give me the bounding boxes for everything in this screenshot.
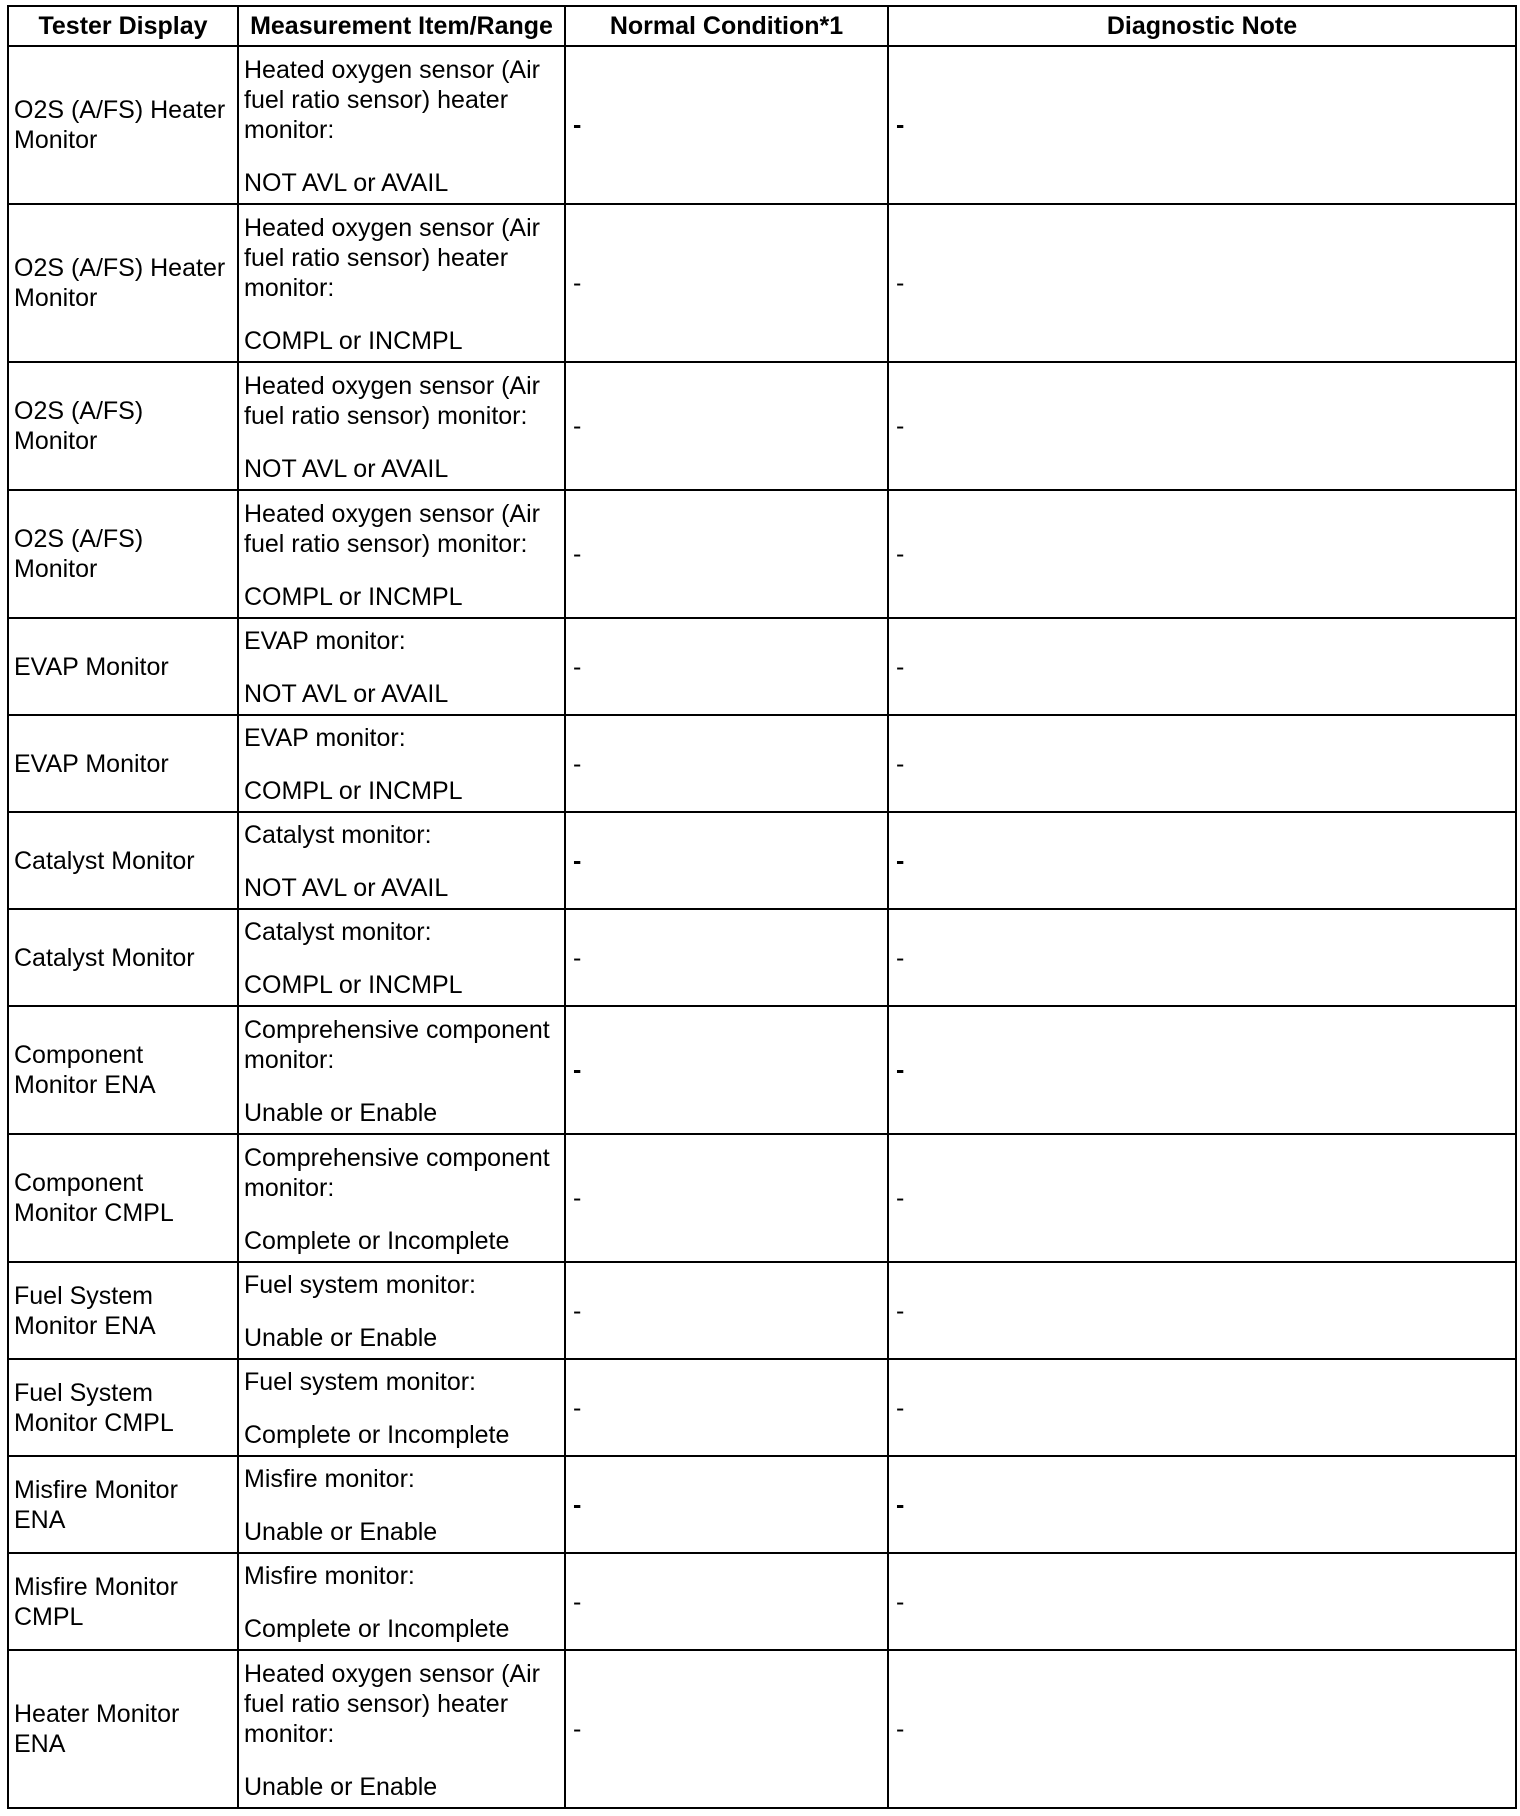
normal-condition-cell — [565, 1134, 888, 1262]
monitor-status-table — [7, 5, 1517, 1809]
normal-condition-cell — [565, 1650, 888, 1808]
normal-condition-text: - — [573, 1587, 582, 1616]
measurement-item-cell — [238, 1262, 565, 1359]
diagnostic-note-cell — [888, 1134, 1516, 1262]
normal-condition-cell — [565, 490, 888, 618]
tester-display-text: O2S (A/FS) Monitor — [14, 525, 144, 583]
tester-display-text: EVAP Monitor — [14, 749, 169, 778]
normal-condition-text: - — [573, 1490, 582, 1519]
tester-display-cell — [8, 812, 238, 909]
diagnostic-note-text: - — [896, 412, 905, 440]
tester-display-text: EVAP Monitor — [14, 652, 169, 681]
measurement-range-text: Unable or Enable — [244, 1098, 438, 1127]
measurement-range-text: COMPL or INCMPL — [244, 971, 463, 999]
normal-condition-text: - — [573, 652, 582, 681]
measurement-item-cell — [238, 618, 565, 715]
normal-condition-cell — [565, 46, 888, 204]
diagnostic-note-cell — [888, 618, 1516, 715]
tester-display-cell — [8, 46, 238, 204]
measurement-item-cell — [238, 1456, 565, 1553]
tester-display-cell — [8, 909, 238, 1006]
table-row — [8, 1006, 1516, 1134]
measurement-item-cell — [238, 1134, 565, 1262]
table-row — [8, 1359, 1516, 1456]
table-row — [8, 909, 1516, 1006]
table-row — [8, 204, 1516, 362]
normal-condition-text: - — [573, 1296, 582, 1325]
diagnostic-note-cell — [888, 1262, 1516, 1359]
measurement-item-cell — [238, 1553, 565, 1650]
normal-condition-text: - — [573, 749, 582, 778]
measurement-range-text: COMPL or INCMPL — [244, 777, 463, 805]
normal-condition-text: - — [573, 943, 582, 972]
normal-condition-cell — [565, 1553, 888, 1650]
normal-condition-cell — [565, 1456, 888, 1553]
normal-condition-cell — [565, 812, 888, 909]
measurement-range-text: NOT AVL or AVAIL — [244, 454, 449, 483]
tester-display-text: Fuel System Monitor CMPL — [14, 1378, 174, 1437]
measurement-range-text: Complete or Incomplete — [244, 1421, 510, 1449]
diagnostic-note-cell — [888, 46, 1516, 204]
measurement-item-text: Comprehensive component monitor: — [244, 1143, 550, 1202]
diagnostic-note-text: - — [896, 1056, 905, 1084]
measurement-item-text: Misfire monitor: — [244, 1465, 415, 1493]
measurement-range-text: Complete or Incomplete — [244, 1226, 510, 1255]
normal-condition-cell — [565, 618, 888, 715]
diagnostic-note-cell — [888, 1456, 1516, 1553]
diagnostic-note-cell — [888, 1359, 1516, 1456]
tester-display-cell — [8, 1359, 238, 1456]
diagnostic-note-cell — [888, 715, 1516, 812]
diagnostic-note-text: - — [896, 1587, 905, 1616]
measurement-range-text: Unable or Enable — [244, 1518, 438, 1546]
tester-display-text: O2S (A/FS) Heater Monitor — [14, 254, 226, 312]
measurement-range-text: Unable or Enable — [244, 1324, 438, 1352]
measurement-range-text: NOT AVL or AVAIL — [244, 168, 449, 197]
normal-condition-text: - — [573, 540, 582, 568]
normal-condition-cell — [565, 1006, 888, 1134]
measurement-item-cell — [238, 204, 565, 362]
diagnostic-note-cell — [888, 812, 1516, 909]
tester-display-text: Catalyst Monitor — [14, 846, 195, 875]
tester-display-cell — [8, 490, 238, 618]
diagnostic-note-text: - — [896, 652, 905, 681]
tester-display-cell — [8, 1262, 238, 1359]
measurement-range-text: Complete or Incomplete — [244, 1615, 510, 1643]
measurement-range-text: NOT AVL or AVAIL — [244, 874, 449, 902]
diagnostic-note-text: - — [896, 1296, 905, 1325]
measurement-item-cell — [238, 1359, 565, 1456]
tester-display-cell — [8, 1553, 238, 1650]
measurement-item-text: Fuel system monitor: — [244, 1271, 477, 1299]
diagnostic-note-text: - — [896, 846, 905, 875]
tester-display-cell — [8, 362, 238, 490]
tester-display-cell — [8, 1650, 238, 1808]
normal-condition-text: - — [573, 1393, 582, 1422]
measurement-item-text: EVAP monitor: — [244, 724, 406, 752]
measurement-range-text: COMPL or INCMPL — [244, 582, 463, 611]
tester-display-cell — [8, 618, 238, 715]
normal-condition-cell — [565, 204, 888, 362]
diagnostic-note-text: - — [896, 943, 905, 972]
diagnostic-note-cell — [888, 362, 1516, 490]
measurement-item-text: Catalyst monitor: — [244, 821, 432, 849]
normal-condition-text: - — [573, 111, 582, 139]
table-row — [8, 1553, 1516, 1650]
measurement-item-text: Heated oxygen sensor (Air fuel ratio sensor) monitor: — [244, 371, 540, 430]
tester-display-cell — [8, 204, 238, 362]
diagnostic-note-cell — [888, 909, 1516, 1006]
diagnostic-note-text: - — [896, 1184, 905, 1212]
diagnostic-note-text: - — [896, 1490, 905, 1519]
normal-condition-cell — [565, 1262, 888, 1359]
header-normal-condition: Normal Condition*1 — [565, 6, 888, 46]
diagnostic-note-text: - — [896, 749, 905, 778]
tester-display-text: Component Monitor CMPL — [14, 1169, 174, 1227]
table-row — [8, 1134, 1516, 1262]
table-row — [8, 46, 1516, 204]
tester-display-text: Heater Monitor ENA — [14, 1700, 180, 1758]
measurement-item-cell — [238, 1650, 565, 1808]
table-header-row — [8, 6, 1516, 46]
header-measurement-item-range: Measurement Item/Range — [238, 6, 565, 46]
monitor-status-table-sheet — [7, 5, 1515, 1809]
tester-display-text: Fuel System Monitor ENA — [14, 1281, 156, 1340]
tester-display-cell — [8, 715, 238, 812]
normal-condition-cell — [565, 362, 888, 490]
tester-display-text: Component Monitor ENA — [14, 1041, 156, 1099]
table-row — [8, 362, 1516, 490]
normal-condition-text: - — [573, 412, 582, 440]
measurement-item-cell — [238, 1006, 565, 1134]
tester-display-text: Misfire Monitor ENA — [14, 1475, 178, 1534]
table-body — [8, 46, 1516, 1808]
measurement-item-cell — [238, 715, 565, 812]
measurement-range-text: COMPL or INCMPL — [244, 326, 463, 355]
header-tester-display: Tester Display — [8, 6, 238, 46]
diagnostic-note-text: - — [896, 269, 905, 297]
tester-display-text: O2S (A/FS) Heater Monitor — [14, 96, 226, 154]
table-row — [8, 715, 1516, 812]
diagnostic-note-cell — [888, 1553, 1516, 1650]
table-row — [8, 1262, 1516, 1359]
normal-condition-text: - — [573, 1715, 582, 1743]
diagnostic-note-text: - — [896, 540, 905, 568]
tester-display-cell — [8, 1456, 238, 1553]
normal-condition-cell — [565, 715, 888, 812]
tester-display-cell — [8, 1006, 238, 1134]
diagnostic-note-text: - — [896, 1393, 905, 1422]
measurement-item-cell — [238, 46, 565, 204]
normal-condition-text: - — [573, 846, 582, 875]
normal-condition-cell — [565, 909, 888, 1006]
table-row — [8, 490, 1516, 618]
measurement-range-text: Unable or Enable — [244, 1772, 438, 1801]
diagnostic-note-cell — [888, 204, 1516, 362]
measurement-item-text: Heated oxygen sensor (Air fuel ratio sensor) heater monitor: — [244, 213, 540, 302]
measurement-item-text: Heated oxygen sensor (Air fuel ratio sensor) heater monitor: — [244, 1659, 540, 1748]
tester-display-text: O2S (A/FS) Monitor — [14, 397, 144, 455]
table-row — [8, 1650, 1516, 1808]
table-row — [8, 1456, 1516, 1553]
table-row — [8, 812, 1516, 909]
measurement-item-cell — [238, 362, 565, 490]
tester-display-text: Misfire Monitor CMPL — [14, 1572, 178, 1631]
measurement-item-cell — [238, 812, 565, 909]
diagnostic-note-cell — [888, 1650, 1516, 1808]
diagnostic-note-text: - — [896, 111, 905, 139]
diagnostic-note-cell — [888, 1006, 1516, 1134]
diagnostic-note-text: - — [896, 1715, 905, 1743]
measurement-range-text: NOT AVL or AVAIL — [244, 680, 449, 708]
normal-condition-text: - — [573, 1056, 582, 1084]
measurement-item-cell — [238, 909, 565, 1006]
normal-condition-text: - — [573, 1184, 582, 1212]
measurement-item-text: Catalyst monitor: — [244, 918, 432, 946]
header-diagnostic-note: Diagnostic Note — [888, 6, 1516, 46]
measurement-item-text: EVAP monitor: — [244, 627, 406, 655]
measurement-item-text: Heated oxygen sensor (Air fuel ratio sensor) monitor: — [244, 499, 540, 558]
tester-display-cell — [8, 1134, 238, 1262]
tester-display-text: Catalyst Monitor — [14, 943, 195, 972]
measurement-item-cell — [238, 490, 565, 618]
measurement-item-text: Misfire monitor: — [244, 1562, 415, 1590]
normal-condition-text: - — [573, 269, 582, 297]
measurement-item-text: Comprehensive component monitor: — [244, 1015, 550, 1074]
measurement-item-text: Heated oxygen sensor (Air fuel ratio sensor) heater monitor: — [244, 55, 540, 144]
table-row — [8, 618, 1516, 715]
measurement-item-text: Fuel system monitor: — [244, 1368, 477, 1396]
diagnostic-note-cell — [888, 490, 1516, 618]
normal-condition-cell — [565, 1359, 888, 1456]
